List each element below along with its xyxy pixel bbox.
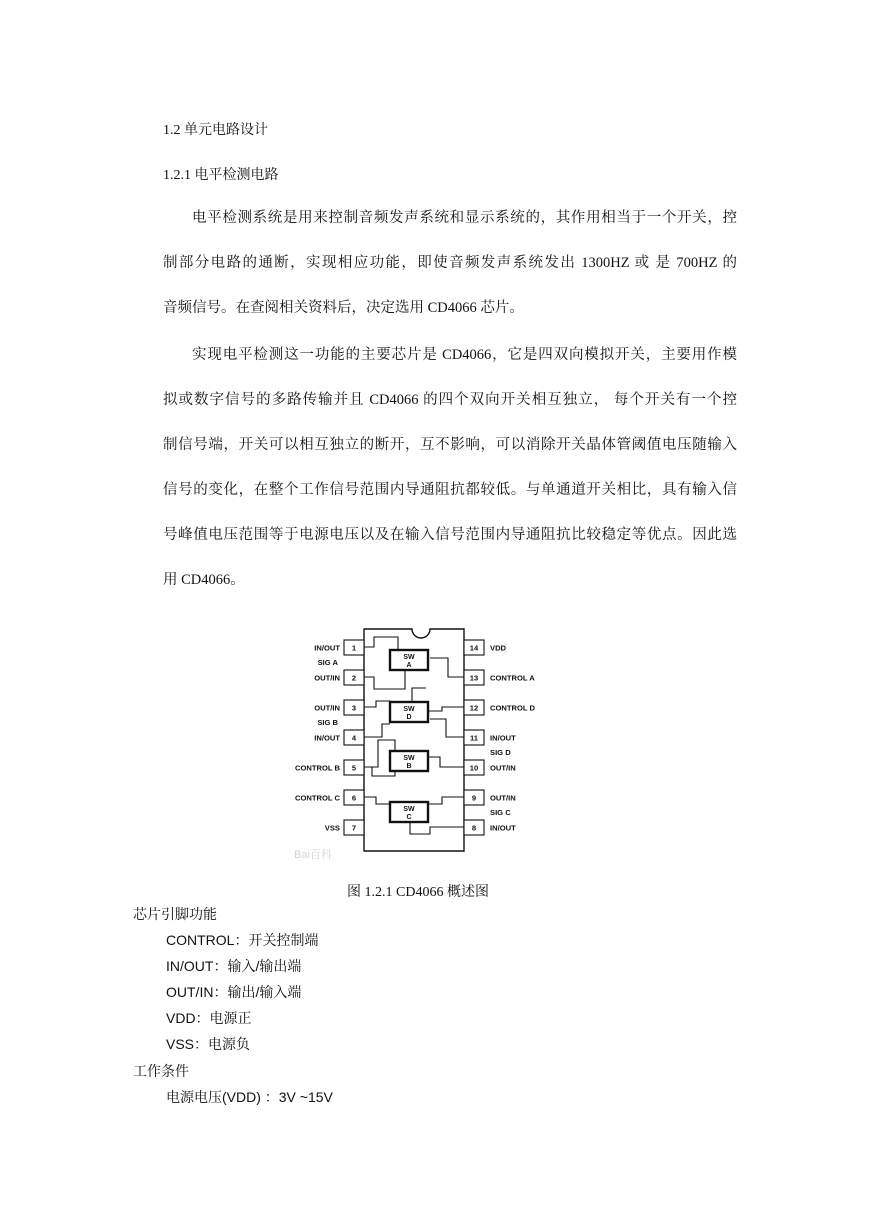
working-conditions-list: [166, 1084, 333, 1110]
paragraph-line: 音频信号。在查阅相关资料后，决定选用 CD4066 芯片。: [163, 300, 524, 316]
sig-label: SIG B: [317, 718, 338, 727]
pin-label: OUT/IN: [490, 763, 516, 773]
list-item: OUT/IN：输出/输入端: [166, 984, 302, 1000]
pin-label: OUT/IN: [314, 673, 340, 683]
section-heading: 1.2 单元电路设计: [163, 123, 268, 138]
figure-caption: 图 1.2.1 CD4066 概述图: [347, 885, 489, 900]
list-item: VDD：电源正: [166, 1010, 252, 1026]
switch-label: B: [406, 763, 412, 770]
pin-number: 14: [469, 643, 479, 653]
pin-label: CONTROL D: [490, 703, 535, 713]
subsection-heading: 1.2.1 电平检测电路: [163, 168, 279, 183]
paragraph-2: [163, 333, 737, 603]
pin-number: 11: [469, 733, 479, 743]
pin-label: IN/OUT: [314, 733, 340, 743]
pin-number: 9: [471, 793, 477, 803]
pin-label: IN/OUT: [490, 823, 516, 833]
paragraph-1: [163, 196, 737, 331]
paragraph-line: 实现电平检测这一功能的主要芯片是 CD4066，它是四双向模拟开关，主要用作模: [192, 347, 737, 363]
pin-label: VSS: [324, 823, 340, 833]
pin-label: CONTROL B: [295, 763, 340, 773]
sig-label: SIG D: [490, 748, 511, 757]
paragraph-line: 信号的变化，在整个工作信号范围内导通阻抗都较低。与单通道开关相比，具有输入信: [163, 482, 737, 498]
pin-label: IN/OUT: [490, 733, 516, 743]
pin-number: 6: [351, 793, 357, 803]
switch-label: SW: [403, 654, 415, 661]
pin-function-heading: 芯片引脚功能: [133, 908, 217, 923]
switch-label: SW: [403, 806, 415, 813]
sig-label: SIG A: [317, 658, 338, 667]
switch-label: SW: [403, 755, 415, 762]
list-item: IN/OUT：输入/输出端: [166, 958, 302, 974]
paragraph-line: 拟或数字信号的多路传输并且 CD4066 的四个双向开关相互独立， 每个开关有一个控: [163, 392, 737, 408]
paragraph-line: 用 CD4066。: [163, 572, 245, 588]
switch-label: A: [406, 662, 412, 669]
pin-function-list: [166, 927, 318, 1057]
pin-number: 5: [351, 763, 357, 773]
pin-number: 8: [471, 823, 477, 833]
pin-number: 12: [469, 703, 479, 713]
paragraph-line: 制部分电路的通断，实现相应功能，即使音频发声系统发出 1300HZ 或 是 700HZ 的: [163, 255, 737, 271]
pin-label: IN/OUT: [314, 643, 340, 653]
switch-label: C: [406, 814, 412, 821]
pin-number: 7: [351, 823, 357, 833]
paragraph-line: 电平检测系统是用来控制音频发声系统和显示系统的，其作用相当于一个开关，控: [192, 210, 737, 226]
pin-label: VDD: [490, 643, 507, 653]
pin-label: OUT/IN: [314, 703, 340, 713]
pin-number: 10: [469, 763, 479, 773]
pin-label: OUT/IN: [490, 793, 516, 803]
list-item: CONTROL：开关控制端: [166, 932, 319, 948]
paragraph-line: 号峰值电压范围等于电源电压以及在输入信号范围内导通阻抗比较稳定等优点。因此选: [163, 527, 737, 543]
pin-number: 13: [469, 673, 479, 683]
list-item: VSS：电源负: [166, 1036, 251, 1052]
pin-number: 2: [351, 673, 357, 683]
pin-label: CONTROL C: [295, 793, 340, 803]
sig-label: SIG C: [490, 808, 511, 817]
pin-number: 4: [351, 733, 357, 743]
switch-label: D: [406, 714, 412, 721]
cd4066-pinout-diagram: [280, 626, 550, 864]
list-item: 电源电压(VDD) ：3V ~15V: [166, 1089, 333, 1105]
paragraph-line: 制信号端，开关可以相互独立的断开，互不影响，可以消除开关晶体管阈值电压随输入: [163, 437, 737, 453]
pin-label: CONTROL A: [490, 673, 535, 683]
working-conditions-heading: 工作条件: [133, 1065, 189, 1080]
pin-number: 1: [351, 643, 357, 653]
pin-number: 3: [351, 703, 357, 713]
watermark-logo: Bai百科: [294, 849, 332, 861]
switch-label: SW: [403, 706, 415, 713]
